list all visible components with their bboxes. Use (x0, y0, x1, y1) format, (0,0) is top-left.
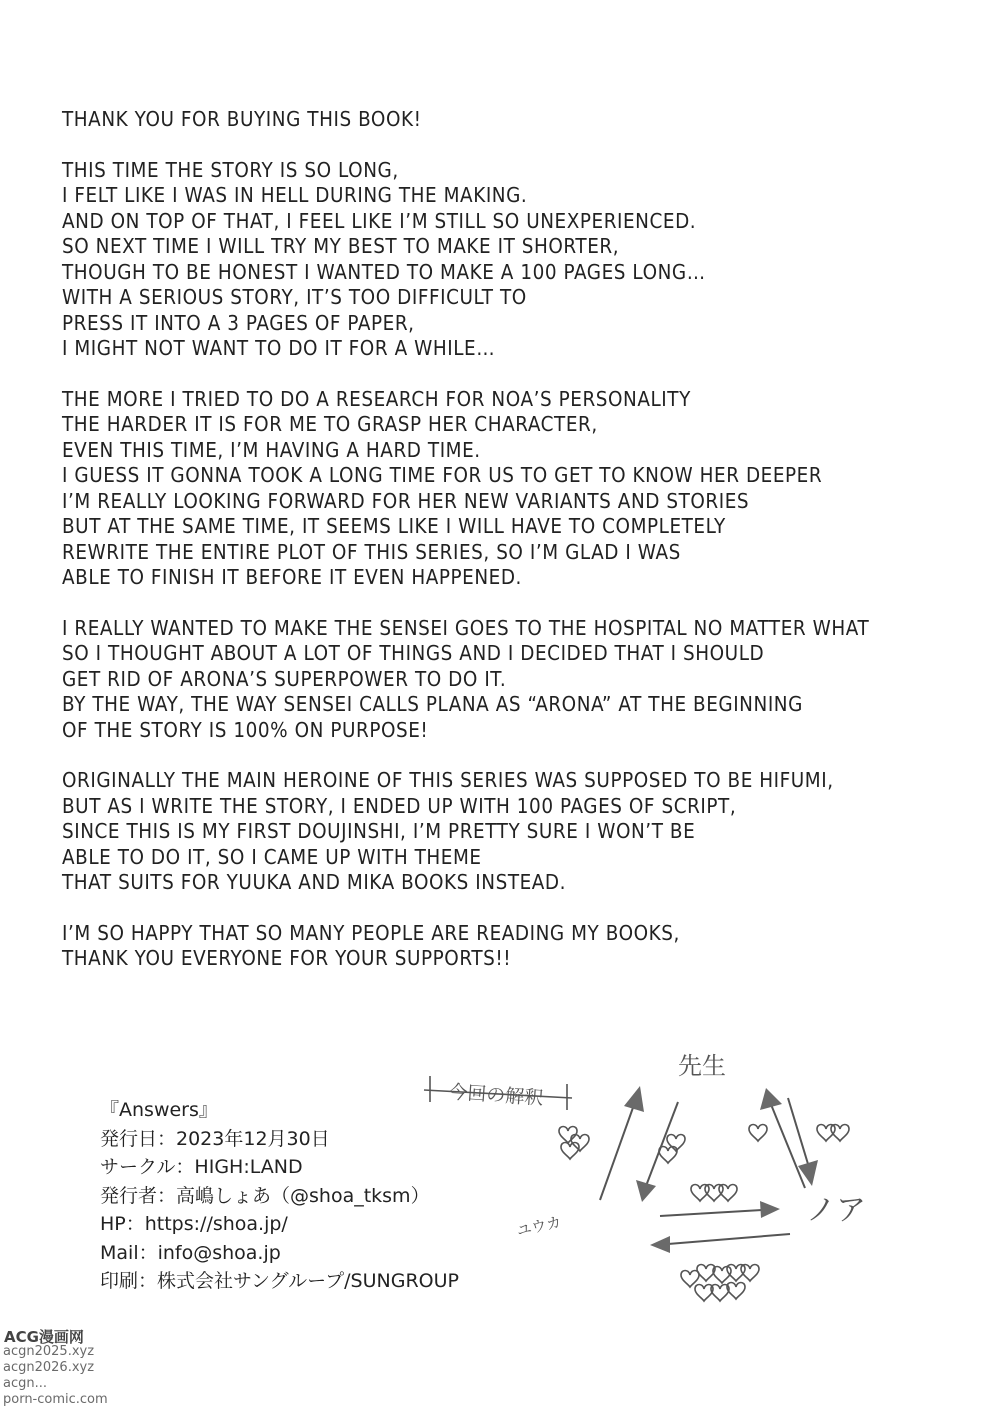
sketch-caption (424, 1076, 572, 1110)
afterword-line: EVEN THIS TIME, I’M HAVING A HARD TIME. (62, 437, 481, 462)
watermark-line: porn-comic.com (3, 1392, 108, 1407)
afterword-line: THANK YOU FOR BUYING THIS BOOK! (62, 107, 422, 131)
watermark-logo: ACG漫画网 (4, 1328, 84, 1346)
afterword-line: I MIGHT NOT WANT TO DO IT FOR A WHILE… (62, 336, 496, 360)
afterword-paragraph (62, 107, 992, 133)
yuuka-label: ユウカ (515, 1212, 563, 1240)
watermark (0, 1322, 125, 1413)
sketch-caption-text: 今回の解釈 (447, 1081, 544, 1110)
afterword-line: THE MORE I TRIED TO DO A RESEARCH FOR NOA’S PERSONALITY (62, 386, 691, 411)
afterword-line: BUT AT THE SAME TIME, IT SEEMS LIKE I WILL HAVE TO COMPLETELY (62, 514, 726, 538)
afterword-line: I GUESS IT GONNA TOOK A LONG TIME FOR US TO GET TO KNOW HER DEEPER (62, 463, 823, 487)
afterword-line: I REALLY WANTED TO MAKE THE SENSEI GOES TO THE HOSPITAL NO MATTER WHAT (62, 615, 870, 640)
afterword-line: ABLE TO FINISH IT BEFORE IT EVEN HAPPENED. (62, 565, 522, 589)
book-title: 『Answers』 (100, 1099, 218, 1121)
afterword-line: I’M SO HAPPY THAT SO MANY PEOPLE ARE READING MY BOOKS, (62, 920, 680, 945)
afterword-line: I’M REALLY LOOKING FORWARD FOR HER NEW VARIANTS AND STORIES (62, 488, 750, 513)
arrow-sensei-to-yuuka (636, 1102, 678, 1202)
arrow-yuuka-to-noa (660, 1201, 780, 1218)
afterword-line: THOUGH TO BE HONEST I WANTED TO MAKE A 100 PAGES LONG… (62, 259, 706, 284)
afterword-line: PRESS IT INTO A 3 PAGES OF PAPER, (62, 310, 415, 335)
noa-label: ノア (806, 1193, 866, 1228)
afterword-line: THANK YOU EVERYONE FOR YOUR SUPPORTS!! (62, 946, 512, 970)
afterword-paragraph (62, 387, 992, 591)
watermark-line: acgn... (3, 1376, 48, 1391)
afterword-line: BUT AS I WRITE THE STORY, I ENDED UP WITH 100 PAGES OF SCRIPT, (62, 793, 737, 818)
publisher: 発行者：高嶋しょあ（@shoa_tksm） (100, 1184, 430, 1207)
arrow-noa-to-yuuka (650, 1234, 790, 1253)
afterword-paragraph (62, 768, 992, 896)
issue-date: 発行日：2023年12月30日 (100, 1127, 330, 1150)
afterword-line: THAT SUITS FOR YUUKA AND MIKA BOOKS INSTEAD. (62, 870, 567, 894)
afterword-line: AND ON TOP OF THAT, I FEEL LIKE I’M STILL SO UNEXPERIENCED. (62, 208, 697, 233)
afterword-line: THIS TIME THE STORY IS SO LONG, (62, 157, 399, 182)
arrow-sensei-to-noa (788, 1098, 818, 1186)
afterword-line: I FELT LIKE I WAS IN HELL DURING THE MAKING. (62, 183, 528, 207)
afterword-line: BY THE WAY, THE WAY SENSEI CALLS PLANA AS “ARONA” AT THE BEGINNING (62, 692, 803, 716)
afterword-paragraph (62, 158, 992, 362)
sensei-label: 先生 (678, 1052, 726, 1080)
afterword-line: SO NEXT TIME I WILL TRY MY BEST TO MAKE IT SHORTER, (62, 234, 620, 258)
afterword-line: REWRITE THE ENTIRE PLOT OF THIS SERIES, SO I’M GLAD I WAS (62, 539, 681, 564)
watermark-line: acgn2025.xyz (3, 1344, 95, 1359)
afterword-line: ORIGINALLY THE MAIN HEROINE OF THIS SERIES WAS SUPPOSED TO BE HIFUMI, (62, 768, 834, 792)
afterword-text (62, 107, 992, 997)
afterword-paragraph (62, 616, 992, 744)
homepage-link[interactable]: HP：https://shoa.jp/ (100, 1213, 288, 1235)
afterword-line: SINCE THIS IS MY FIRST DOUJINSHI, I’M PRETTY SURE I WON’T BE (62, 819, 696, 843)
watermark-line: acgn2026.xyz (3, 1360, 95, 1375)
afterword-line: GET RID OF ARONA’S SUPERPOWER TO DO IT. (62, 666, 507, 691)
afterword-line: ABLE TO DO IT, SO I CAME UP WITH THEME (62, 844, 482, 869)
afterword-line: SO I THOUGHT ABOUT A LOT OF THINGS AND I DECIDED THAT I SHOULD (62, 641, 765, 665)
afterword-line: OF THE STORY IS 100% ON PURPOSE! (62, 717, 429, 742)
printer: 印刷：株式会社サングループ/SUNGROUP (100, 1270, 459, 1292)
arrow-noa-to-sensei (760, 1088, 805, 1188)
afterword-line: WITH A SERIOUS STORY, IT’S TOO DIFFICULT TO (62, 285, 527, 309)
mail-address[interactable]: Mail：info@shoa.jp (100, 1241, 281, 1264)
relationship-sketch (410, 1040, 1000, 1320)
afterword-line: THE HARDER IT IS FOR ME TO GRASP HER CHARACTER, (62, 412, 598, 436)
afterword-paragraph (62, 921, 992, 972)
circle-name: サークル：HIGH:LAND (100, 1156, 303, 1178)
